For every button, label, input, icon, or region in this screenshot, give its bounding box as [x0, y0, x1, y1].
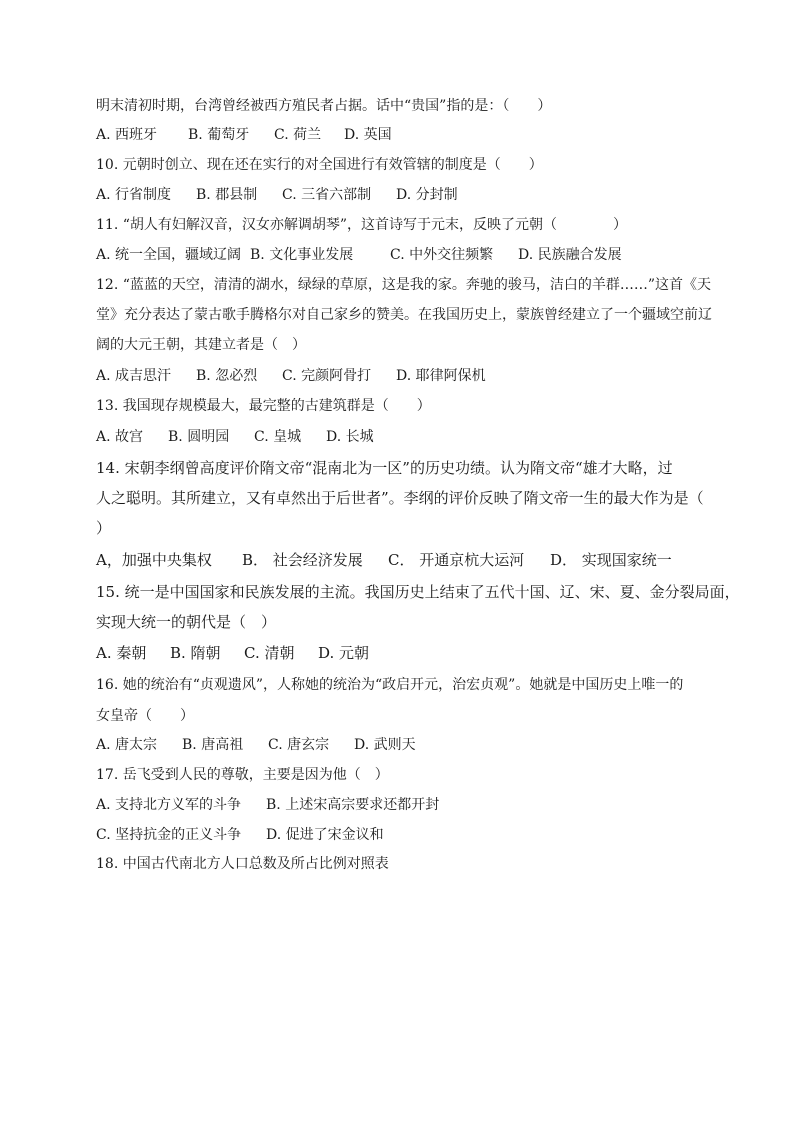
option-a: A. 行省制度 — [96, 187, 172, 203]
option-c: C. 皇城 — [254, 429, 302, 445]
question-14-line-1: 14. 宋朝李纲曾高度评价隋文帝“混南北为一区”的历史功绩。认为隋文帝“雄才大略，过 — [96, 459, 673, 477]
question-12-line-3: 阔的大元王朝，其建立者是（ ） — [96, 337, 306, 353]
option-b: B. 唐高祖 — [182, 737, 244, 753]
question-12-options — [96, 366, 740, 386]
option-a: A，加强中央集权 — [96, 551, 212, 569]
question-16-line-2: 女皇帝（ ） — [96, 708, 194, 724]
option-a: A. 统一全国，疆域辽阔 — [96, 247, 242, 263]
question-14-options — [96, 550, 740, 570]
option-a: A. 成吉思汗 — [96, 368, 172, 384]
option-b: B. 郡县制 — [196, 187, 258, 203]
option-c: C. 完颜阿骨打 — [282, 368, 372, 384]
option-c: C． 开通京杭大运河 — [388, 551, 525, 569]
question-16-line-1: 16. 她的统治有“贞观遗风”，人称她的统治为“政启开元，治宏贞观”。她就是中国历史上唯一的 — [96, 677, 684, 693]
question-12-line-2: 堂》充分表达了蒙古歌手腾格尔对自己家乡的赞美。在我国历史上，蒙族曾经建立了一个疆域空前辽 — [96, 307, 712, 323]
question-14-line-3: ） — [96, 519, 112, 537]
question-17-options-row-2 — [96, 825, 740, 845]
question-15-line-1: 15. 统一是中国国家和民族发展的主流。我国历史上结束了五代十国、辽、宋、夏、金分裂局面， — [96, 583, 740, 601]
question-9-stem: 明末清初时期，台湾曾经被西方殖民者占据。话中“贵国”指的是：（ ） — [96, 98, 552, 114]
option-c: C. 中外交往频繁 — [390, 247, 494, 263]
option-a: A. 西班牙 — [96, 127, 158, 143]
option-b: B. 圆明园 — [168, 429, 230, 445]
question-13-options — [96, 427, 740, 447]
option-b: B. 文化事业发展 — [250, 247, 354, 263]
question-17-stem: 17. 岳飞受到人民的尊敬，主要是因为他（ ） — [96, 767, 389, 783]
option-b: B． 社会经济发展 — [242, 551, 363, 569]
option-d: D. 元朝 — [318, 644, 370, 662]
option-a: A. 故宫 — [96, 429, 144, 445]
question-18-stem: 18. 中国古代南北方人口总数及所占比例对照表 — [96, 856, 389, 872]
question-15-options — [96, 643, 740, 663]
option-c: C. 坚持抗金的正义斗争 — [96, 827, 242, 843]
option-a: A. 支持北方义军的斗争 — [96, 797, 242, 813]
option-b: B. 上述宋高宗要求还都开封 — [266, 797, 440, 813]
question-15-line-2: 实现大统一的朝代是（ ） — [96, 613, 277, 631]
option-a: A. 秦朝 — [96, 644, 147, 662]
question-11-stem: 11. “胡人有妇解汉音，汉女亦解调胡琴”，这首诗写于元末，反映了元朝（ ） — [96, 217, 628, 233]
option-d: D. 民族融合发展 — [518, 247, 622, 263]
option-c: C. 清朝 — [244, 644, 295, 662]
option-d: D. 武则天 — [354, 737, 416, 753]
option-b: B. 隋朝 — [170, 644, 221, 662]
question-17-options-row-1 — [96, 795, 740, 815]
question-16-options — [96, 735, 740, 755]
question-10-stem: 10. 元朝时创立、现在还在实行的对全国进行有效管辖的制度是（ ） — [96, 157, 543, 173]
option-d: D. 英国 — [344, 127, 392, 143]
option-d: D. 长城 — [326, 429, 374, 445]
question-14-line-2: 人之聪明。其所建立，又有卓然出于后世者”。李纲的评价反映了隋文帝一生的最大作为是（ — [96, 489, 704, 507]
option-a: A. 唐太宗 — [96, 737, 158, 753]
option-b: B. 葡萄牙 — [188, 127, 250, 143]
option-d: D. 分封制 — [396, 187, 458, 203]
question-11-options — [96, 245, 740, 265]
question-12-line-1: 12. “蓝蓝的天空，清清的湖水，绿绿的草原，这是我的家。奔驰的骏马，洁白的羊群……”这首《天 — [96, 277, 712, 293]
question-9-options — [96, 125, 740, 145]
option-d: D． 实现国家统一 — [550, 551, 672, 569]
question-13-stem: 13. 我国现存规模最大，最完整的古建筑群是（ ） — [96, 398, 431, 414]
option-d: D. 耶律阿保机 — [396, 368, 486, 384]
question-10-options — [96, 185, 740, 205]
option-d: D. 促进了宋金议和 — [266, 827, 384, 843]
option-c: C. 唐玄宗 — [268, 737, 330, 753]
option-c: C. 荷兰 — [274, 127, 322, 143]
option-b: B. 忽必烈 — [196, 368, 258, 384]
option-c: C. 三省六部制 — [282, 187, 372, 203]
